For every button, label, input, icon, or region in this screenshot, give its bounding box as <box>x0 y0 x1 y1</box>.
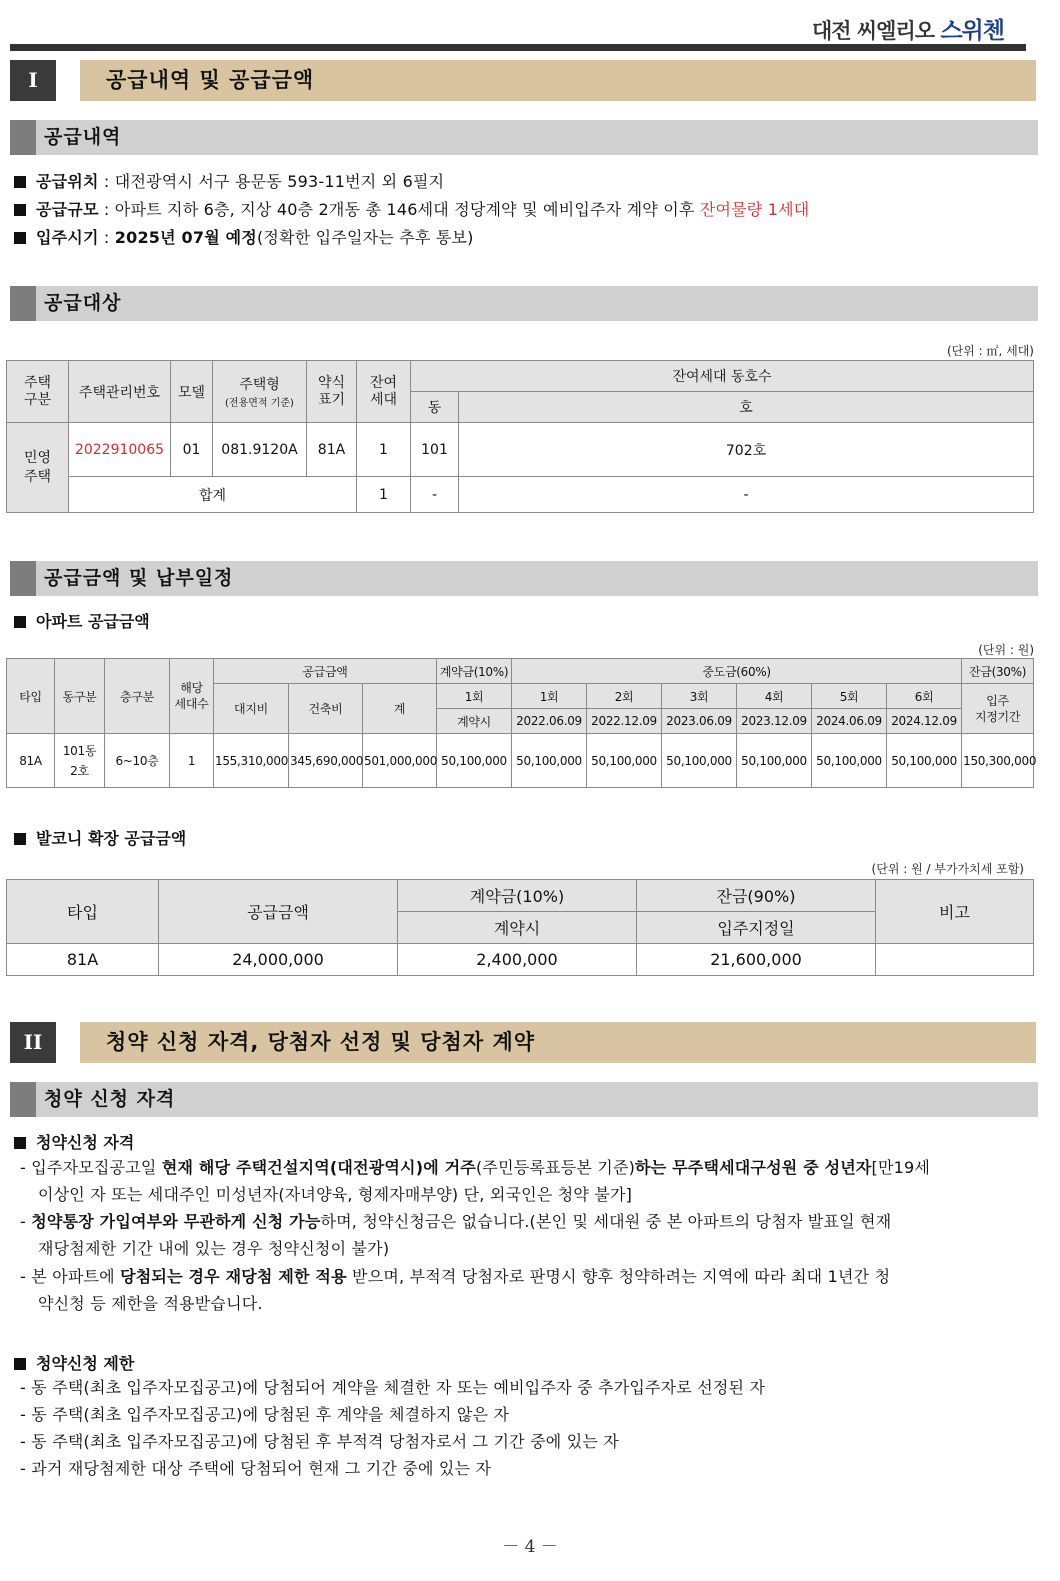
td-sum: 501,000,000 <box>363 734 437 788</box>
td-middle: 50,100,000 <box>887 734 962 788</box>
bullet-square-icon <box>14 204 26 216</box>
supply-location <box>14 169 444 192</box>
text-bold: 하는 무주택세대구성원 중 성년자 <box>635 1158 872 1177</box>
unit-note: (단위 : ㎡, 세대) <box>946 344 1034 358</box>
td-type: 민영 주택 <box>7 423 69 513</box>
restriction-item: - 동 주택(최초 입주자모집공고)에 당첨된 후 계약을 체결하지 않은 자 <box>20 1405 510 1424</box>
td-middle: 50,100,000 <box>662 734 737 788</box>
th-date: 2022.06.09 <box>512 709 587 734</box>
td-remain: 1 <box>357 423 411 477</box>
th-house-sub: (전용면적 기준) <box>225 398 294 409</box>
subtitle-text: 아파트 공급금액 <box>36 612 150 631</box>
text: 본 아파트에 <box>31 1267 121 1286</box>
bullet-square-icon <box>14 176 26 188</box>
unit-note: (단위 : 원) <box>978 643 1034 657</box>
apt-price-subtitle <box>14 609 150 632</box>
text-continued: 약신청 등 제한을 적용받습니다. <box>38 1294 263 1313</box>
subtitle-text: 청약신청 자격 <box>36 1133 135 1152</box>
td-type: 81A <box>7 734 55 788</box>
th-floor: 층구분 <box>105 659 170 734</box>
subtitle-text: 청약신청 제한 <box>36 1354 135 1373</box>
text: [만19세 <box>871 1158 931 1177</box>
td-middle: 50,100,000 <box>812 734 887 788</box>
th-note: 비고 <box>876 880 1034 944</box>
header-rule <box>10 44 1026 51</box>
chapter-2-header <box>10 1022 1036 1063</box>
td-total-ho: - <box>459 477 1034 513</box>
th-land: 대지비 <box>214 684 289 734</box>
th-supply: 공급금액 <box>214 659 437 684</box>
td-dong: 101 <box>411 423 459 477</box>
th-contract: 계약금(10%) <box>398 880 637 912</box>
th-balance-when: 입주 지정기간 <box>962 684 1034 734</box>
value: : 대전광역시 서구 용문동 593-11번지 외 6필지 <box>98 172 445 191</box>
text-continued: 재당첨제한 기간 내에 있는 경우 청약신청이 불가) <box>38 1239 390 1258</box>
th-round: 6회 <box>887 684 962 709</box>
sep: : <box>98 228 115 247</box>
th-mgmt: 주택관리번호 <box>69 361 171 423</box>
th-round: 3회 <box>662 684 737 709</box>
th-date: 2023.12.09 <box>737 709 812 734</box>
restriction-item: - 동 주택(최초 입주자모집공고)에 당첨되어 계약을 체결한 자 또는 예비입주자 중 추가입주자로 선정된 자 <box>20 1378 766 1397</box>
td-count: 1 <box>170 734 214 788</box>
chapter-number: I <box>10 60 56 101</box>
th-dong: 동구분 <box>55 659 105 734</box>
balcony-price-subtitle <box>14 826 186 849</box>
restriction-subtitle <box>14 1351 134 1374</box>
chapter-title: 공급내역 및 공급금액 <box>80 60 1036 101</box>
th-balance: 잔금(30%) <box>962 659 1034 684</box>
bullet-square-icon <box>14 232 26 244</box>
td-middle: 50,100,000 <box>587 734 662 788</box>
td-dong: 101동 2호 <box>55 734 105 788</box>
td-middle: 50,100,000 <box>737 734 812 788</box>
label: 공급규모 <box>36 200 99 219</box>
td-house: 081.9120A <box>213 423 307 477</box>
th-date: 2024.12.09 <box>887 709 962 734</box>
td-ho: 702호 <box>459 423 1034 477</box>
value-bold: 2025년 07월 예정 <box>114 228 257 247</box>
value: : 아파트 지하 6층, 지상 40층 2개동 총 146세대 정당계약 및 예비입주자 계약 이후 <box>98 200 700 219</box>
th-round: 2회 <box>587 684 662 709</box>
td-model: 01 <box>171 423 213 477</box>
text: 과거 재당첨제한 대상 주택에 당첨되어 현재 그 기간 중에 있는 자 <box>31 1459 492 1478</box>
bullet-square-icon <box>14 1137 26 1149</box>
bullet-square-icon <box>14 833 26 845</box>
td-note <box>876 944 1034 976</box>
section-supply-details: 공급내역 <box>10 120 1038 155</box>
td-floor: 6~10층 <box>105 734 170 788</box>
brand-prefix: 대전 씨엘리오 <box>812 19 935 43</box>
subtitle-text: 발코니 확장 공급금액 <box>36 829 187 848</box>
text-bold: 당첨되는 경우 재당첨 제한 적용 <box>120 1267 347 1286</box>
text-bold: 현재 해당 주택건설지역(대전광역시)에 거주 <box>161 1158 476 1177</box>
th-ho: 호 <box>459 392 1034 423</box>
qualification-item: - 청약통장 가입여부와 무관하게 신청 가능하며, 청약신청금은 없습니다.(본인 및 세대원 중 본 아파트의 당첨자 발표일 현재 재당첨제한 기간 내에 있는 경우 청약신청이 불가) <box>20 1208 1040 1262</box>
qualification-item: - 입주자모집공고일 현재 해당 주택건설지역(대전광역시)에 거주(주민등록표등본 기준)하는 무주택세대구성원 중 성년자[만19세 이상인 자 또는 세대주인 미성년자(자녀양육, 형제자매부양) 단, 외국인은 청약 불가] <box>20 1154 1040 1208</box>
td-type: 81A <box>7 944 159 976</box>
td-middle: 50,100,000 <box>512 734 587 788</box>
supply-target-table <box>6 360 1034 513</box>
td-supply: 24,000,000 <box>159 944 398 976</box>
value: (정확한 입주일자는 추후 통보) <box>256 228 474 247</box>
th-model: 모델 <box>171 361 213 423</box>
td-balance: 21,600,000 <box>637 944 876 976</box>
text: (주민등록표등본 기준) <box>475 1158 636 1177</box>
text: 하며, 청약신청금은 없습니다.(본인 및 세대원 중 본 아파트의 당첨자 발표일 현재 <box>320 1212 892 1231</box>
label: 공급위치 <box>36 172 99 191</box>
brand-logo <box>812 12 1004 45</box>
bullet-square-icon <box>14 1358 26 1370</box>
restriction-item: - 과거 재당첨제한 대상 주택에 당첨되어 현재 그 기간 중에 있는 자 <box>20 1459 492 1478</box>
apt-price-table <box>6 658 1037 788</box>
chapter-number: II <box>10 1022 56 1063</box>
th-contract-round: 1회 <box>437 684 512 709</box>
th-round: 4회 <box>737 684 812 709</box>
th-type: 타입 <box>7 880 159 944</box>
unit-note: (단위 : 원 / 부가가치세 포함) <box>871 862 1024 876</box>
chapter-title: 청약 신청 자격, 당첨자 선정 및 당첨자 계약 <box>80 1022 1036 1063</box>
text-continued: 이상인 자 또는 세대주인 미성년자(자녀양육, 형제자매부양) 단, 외국인은 청약 불가] <box>38 1185 633 1204</box>
section-price-schedule: 공급금액 및 납부일정 <box>10 561 1038 596</box>
td-total-remain: 1 <box>357 477 411 513</box>
th-middle: 중도금(60%) <box>512 659 962 684</box>
page-number: － 4 － <box>502 1537 558 1557</box>
td-abbr: 81A <box>307 423 357 477</box>
th-remain: 잔여 세대 <box>357 361 411 423</box>
td-total-dong: - <box>411 477 459 513</box>
td-contract: 2,400,000 <box>398 944 637 976</box>
text: 동 주택(최초 입주자모집공고)에 당첨된 후 부적격 당첨자로서 그 기간 중에 있는 자 <box>31 1432 619 1451</box>
th-date: 2023.06.09 <box>662 709 737 734</box>
supply-scale <box>14 197 809 220</box>
supply-movein <box>14 225 474 248</box>
th-date: 2022.12.09 <box>587 709 662 734</box>
th-contract-when: 계약시 <box>398 912 637 944</box>
restriction-item: - 동 주택(최초 입주자모집공고)에 당첨된 후 부적격 당첨자로서 그 기간 중에 있는 자 <box>20 1432 619 1451</box>
th-house <box>213 361 307 423</box>
balcony-price-table <box>6 879 1034 976</box>
th-dong: 동 <box>411 392 459 423</box>
chapter-1-header <box>10 60 1036 101</box>
th-build: 건축비 <box>289 684 363 734</box>
td-total-label: 합계 <box>69 477 357 513</box>
td-land: 155,310,000 <box>214 734 289 788</box>
section-qualification: 청약 신청 자격 <box>10 1082 1038 1117</box>
brand-accent: 스위첸 <box>940 18 1004 44</box>
td-balance: 150,300,000 <box>962 734 1034 788</box>
th-units: 잔여세대 동호수 <box>411 361 1034 392</box>
th-round: 1회 <box>512 684 587 709</box>
text: 입주자모집공고일 <box>31 1158 162 1177</box>
td-contract: 50,100,000 <box>437 734 512 788</box>
th-round: 5회 <box>812 684 887 709</box>
text: 동 주택(최초 입주자모집공고)에 당첨된 후 계약을 체결하지 않은 자 <box>31 1405 510 1424</box>
qualification-subtitle <box>14 1130 134 1153</box>
th-supply: 공급금액 <box>159 880 398 944</box>
th-contract: 계약금(10%) <box>437 659 512 684</box>
th-abbr: 약식 표기 <box>307 361 357 423</box>
th-type: 주택 구분 <box>7 361 69 423</box>
th-balance-when: 입주지정일 <box>637 912 876 944</box>
th-date: 2024.06.09 <box>812 709 887 734</box>
section-supply-target: 공급대상 <box>10 286 1038 321</box>
bullet-square-icon <box>14 616 26 628</box>
th-balance: 잔금(90%) <box>637 880 876 912</box>
remaining-highlight: 잔여물량 1세대 <box>699 200 810 219</box>
qualification-item: - 본 아파트에 당첨되는 경우 재당첨 제한 적용 받으며, 부적격 당첨자로 판명시 향후 청약하려는 지역에 따라 최대 1년간 청 약신청 등 제한을 적용받습니다. <box>20 1263 1040 1317</box>
label: 입주시기 <box>36 228 99 247</box>
th-contract-when: 계약시 <box>437 709 512 734</box>
th-house-label: 주택형 <box>239 377 280 393</box>
restriction-list <box>20 1374 1040 1482</box>
td-build: 345,690,000 <box>289 734 363 788</box>
th-sum: 계 <box>363 684 437 734</box>
text: 받으며, 부적격 당첨자로 판명시 향후 청약하려는 지역에 따라 최대 1년간 청 <box>346 1267 891 1286</box>
th-count: 해당 세대수 <box>170 659 214 734</box>
td-mgmt: 2022910065 <box>69 423 171 477</box>
text: 동 주택(최초 입주자모집공고)에 당첨되어 계약을 체결한 자 또는 예비입주자 중 추가입주자로 선정된 자 <box>31 1378 766 1397</box>
th-type: 타입 <box>7 659 55 734</box>
text-bold: 청약통장 가입여부와 무관하게 신청 가능 <box>31 1212 321 1231</box>
